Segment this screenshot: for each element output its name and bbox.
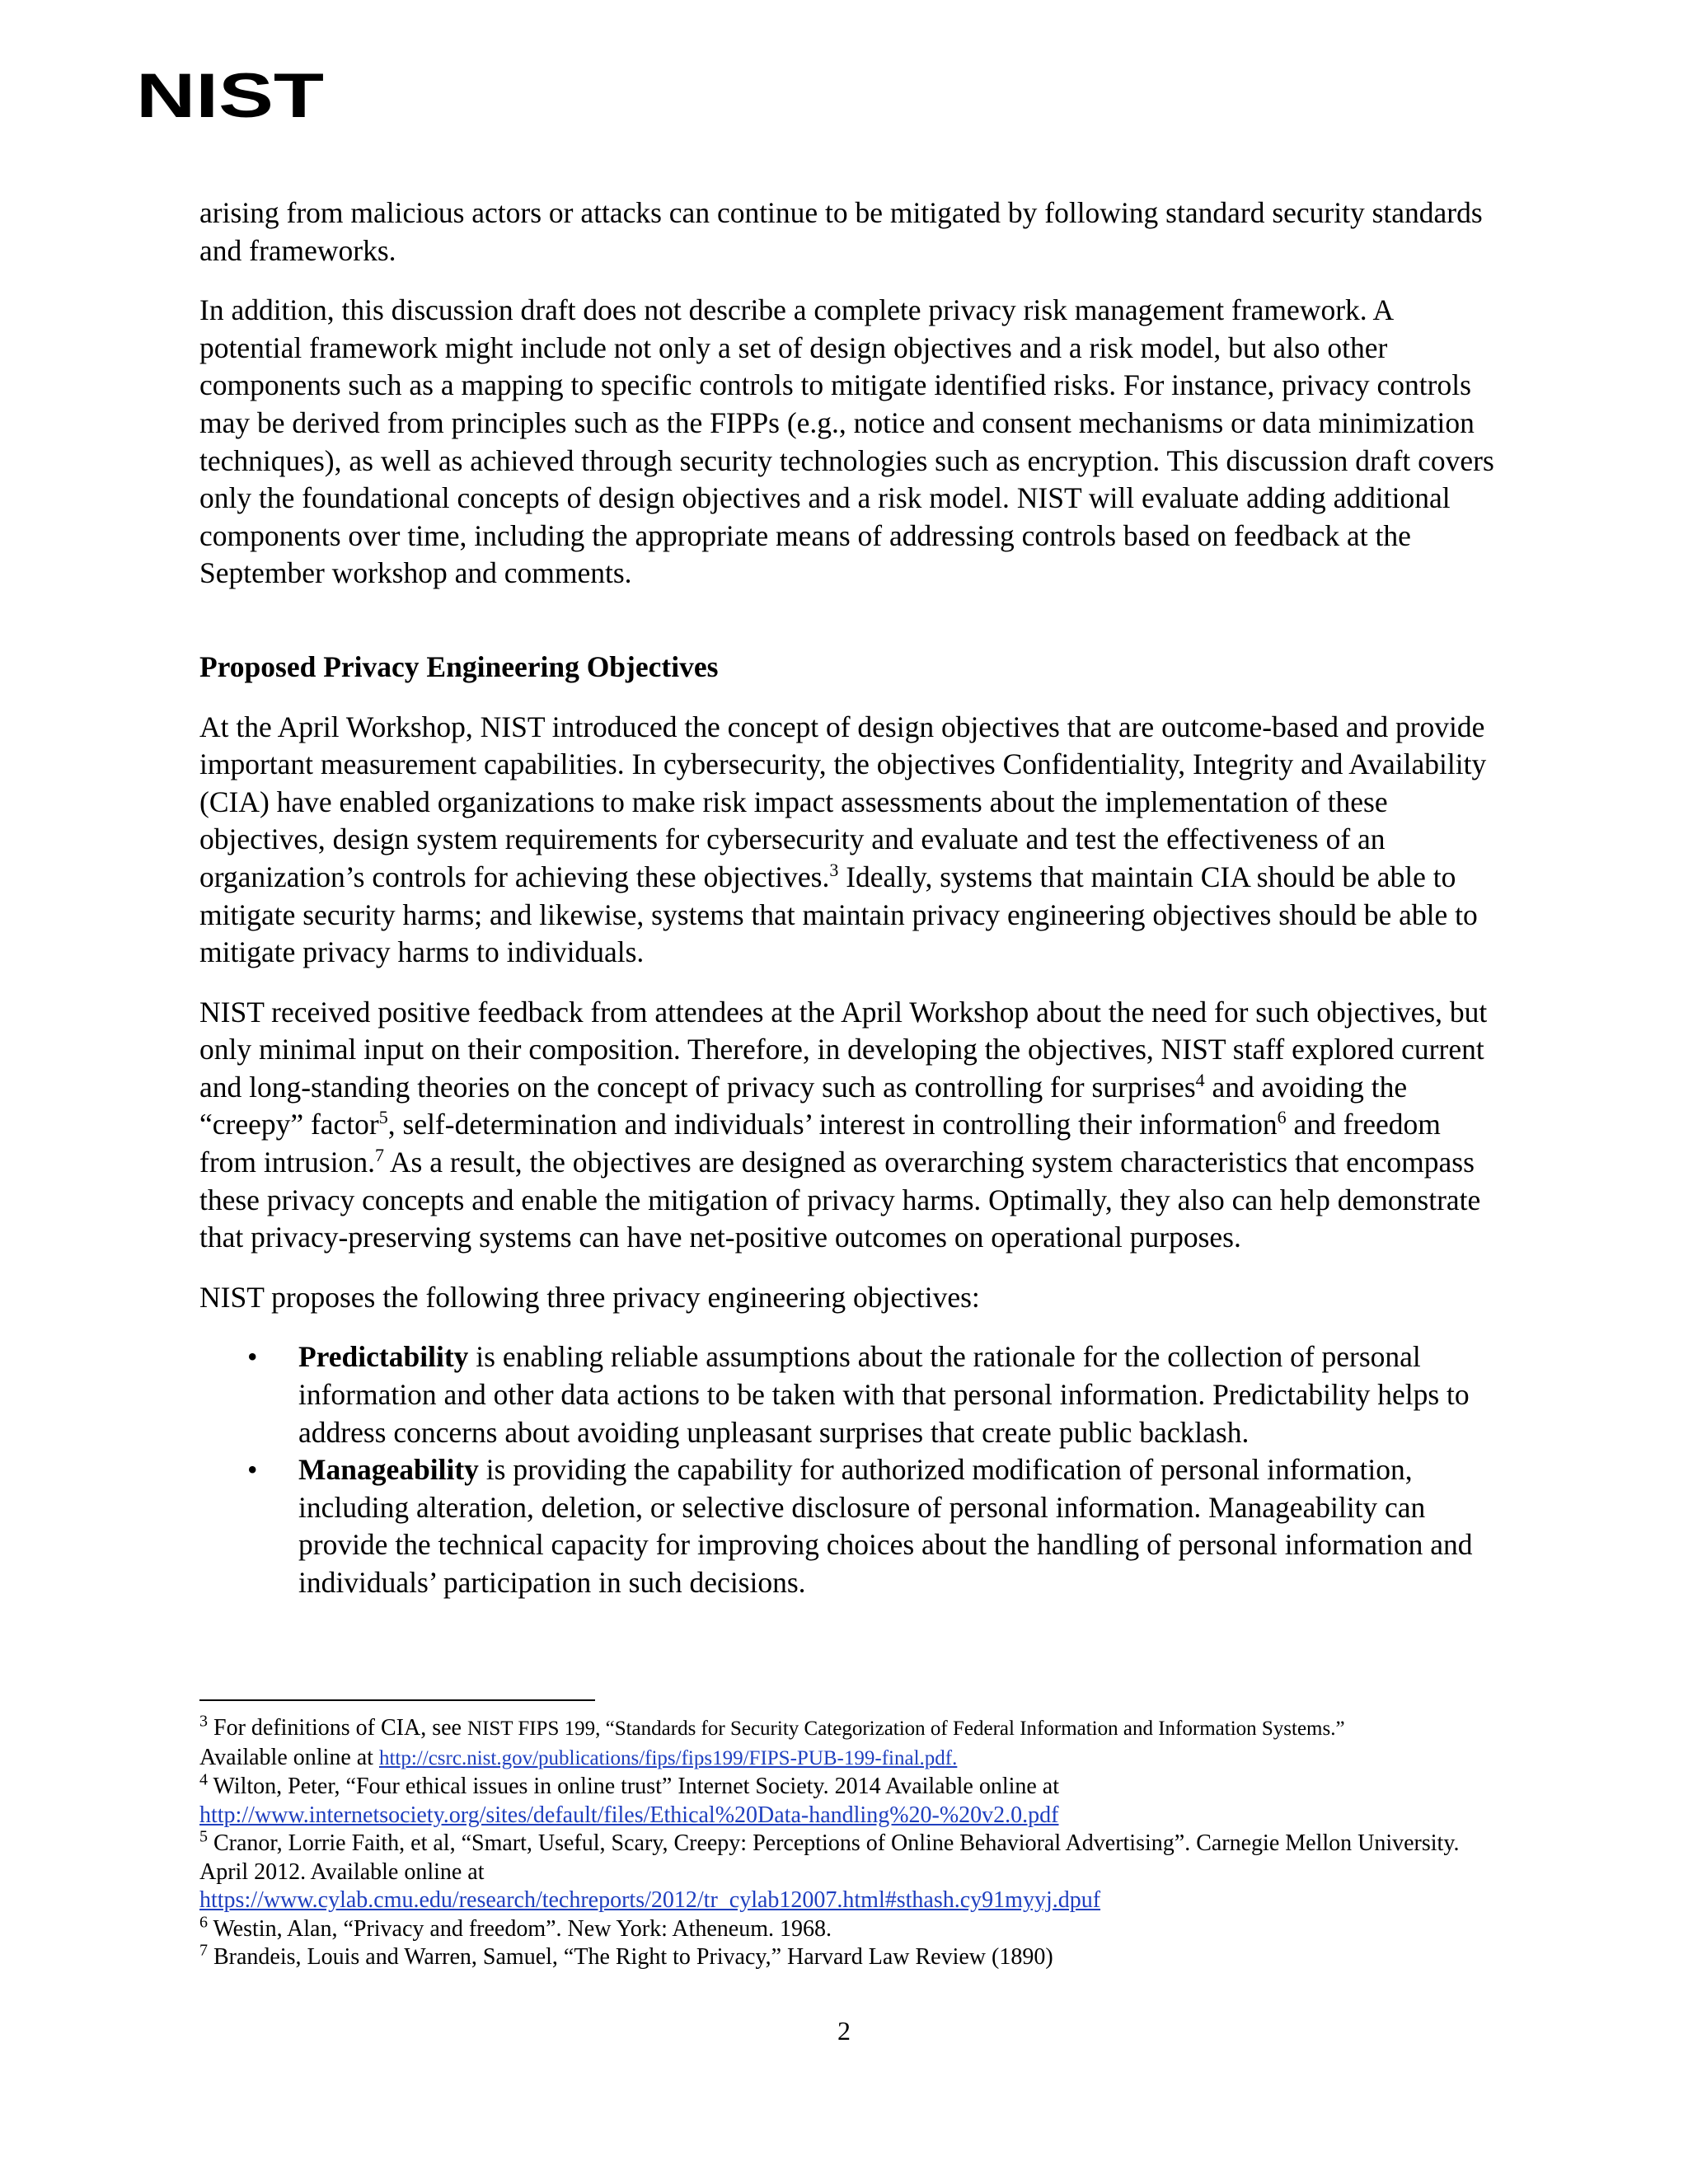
bullet-icon: • <box>247 1453 258 1487</box>
footnote-ref-6[interactable]: 6 <box>1277 1107 1287 1128</box>
footnote-7: $^7$ Brandeis, Louis and Warren, Samuel, “The Right to Privacy,” Harvard Law Review (1890) <box>199 1941 1053 1970</box>
footnote-5-link[interactable]: https://www.cylab.cmu.edu/research/techreports/2012/tr_cylab12007.html#sthash.cy91myyj.dpuf <box>199 1887 1101 1913</box>
objective-term: Predictability <box>298 1340 469 1374</box>
footnote-3-link[interactable]: http://csrc.nist.gov/publications/fips/fips199/FIPS-PUB-199-final.pdf. <box>378 1746 958 1769</box>
objective-description: is providing the capability for authorized modification of personal information, including alteration, deletion, or selective disclosure of personal information. Manageability can provide the technical capacity for improving choices about the handling of personal information and individuals’ participation in such decisions. <box>298 1453 1473 1599</box>
objective-description: is enabling reliable assumptions about the rationale for the collection of personal information and other data actions to be taken with that personal information. Predictability helps to address concerns about avoiding unpleasant surprises that create public backlash. <box>298 1340 1470 1449</box>
footnote-ref-5[interactable]: 5 <box>378 1107 388 1128</box>
document-body <box>199 194 1502 1602</box>
page-number: 2 <box>837 2016 851 2046</box>
nist-logo-text: NIST <box>136 68 324 122</box>
list-item <box>199 1451 1502 1601</box>
footnote-ref-7[interactable]: 7 <box>374 1145 384 1166</box>
paragraph-proposes: NIST proposes the following three privacy engineering objectives: <box>199 1280 980 1314</box>
footnote-separator <box>199 1699 595 1701</box>
objectives-list <box>199 1338 1502 1601</box>
list-item <box>199 1338 1502 1451</box>
footnote-5: $^5$ Cranor, Lorrie Faith, et al, “Smart, Useful, Scary, Creepy: Perceptions of Online Behavioral Advertising”. Carnegie Mellon University. April 2012. Available online at https://www.cylab.cmu.edu/research/techreports/2012/tr_cylab12007.html#sthash.cy91myyj.dpuf <box>199 1827 1460 1913</box>
paragraph-feedback: NIST received positive feedback from attendees at the April Workshop about the need for such objectives, but only minimal input on their composition. Therefore, in developing the objectives, NIST staff explored current and long-standing theories on the concept of privacy such as controlling for surprises$^4$ and avoiding the “creepy” factor$^5$, self-determination and individuals’ interest in controlling their information$^6$ and freedom from intrusion.$^7$ As a result, the objectives are designed as overarching system characteristics that encompass these privacy concepts and enable the mitigation of privacy harms. Optimally, they also can help demonstrate that privacy-preserving systems can have net-positive outcomes on operational purposes. <box>199 995 1488 1254</box>
footnote-4: $^4$ Wilton, Peter, “Four ethical issues in online trust” Internet Society. 2014 Available online at http://www.internetsociety.org/sites/default/files/Ethical%20Data-handling%20-%20v2.0.pdf <box>199 1770 1060 1828</box>
bullet-icon: • <box>247 1340 258 1374</box>
footnote-4-link[interactable]: http://www.internetsociety.org/sites/default/files/Ethical%20Data-handling%20-%20v2.0.pdf <box>199 1802 1059 1828</box>
paragraph-framework: In addition, this discussion draft does not describe a complete privacy risk management framework. A potential framework might include not only a set of design objectives and a risk model, but also other components such as a mapping to specific controls to mitigate identified risks. For instance, privacy controls may be derived from principles such as the FIPPs (e.g., notice and consent mechanisms or data minimization techniques), as well as achieved through security technologies such as encryption. This discussion draft covers only the foundational concepts of design objectives and a risk model. NIST will evaluate adding additional components over time, including the appropriate means of addressing controls based on feedback at the September workshop and comments. <box>199 293 1494 590</box>
nist-logo <box>136 68 326 122</box>
footnote-3: $^3$ For definitions of CIA, see NIST FIPS 199, “Standards for Security Categorization of Federal Information and Information Systems.” Available online at http://csrc.nist.gov/publications/fips/fips199/FIPS-PUB-199-final.pdf. <box>199 1712 1345 1770</box>
objective-term: Manageability <box>298 1453 479 1487</box>
footnote-ref-4[interactable]: 4 <box>1195 1070 1205 1091</box>
footnotes <box>199 1714 1510 1972</box>
paragraph-intro-continued: arising from malicious actors or attacks can continue to be mitigated by following standard security standards and frameworks. <box>199 196 1483 267</box>
footnote-ref-3[interactable]: 3 <box>829 860 839 881</box>
footnote-6: $^6$ Westin, Alan, “Privacy and freedom”. New York: Atheneum. 1968. <box>199 1913 832 1942</box>
section-heading: Proposed Privacy Engineering Objectives <box>199 649 719 683</box>
paragraph-april-workshop: At the April Workshop, NIST introduced the concept of design objectives that are outcome-based and provide important measurement capabilities. In cybersecurity, the objectives Confidentiality, Integrity and Availability (CIA) have enabled organizations to make risk impact assessments about the implementation of these objectives, design system requirements for cybersecurity and evaluate and test the effectiveness of an organization’s controls for achieving these objectives.$^3$ Ideally, systems that maintain CIA should be able to mitigate security harms; and likewise, systems that maintain privacy engineering objectives should be able to mitigate privacy harms to individuals. <box>199 710 1487 969</box>
